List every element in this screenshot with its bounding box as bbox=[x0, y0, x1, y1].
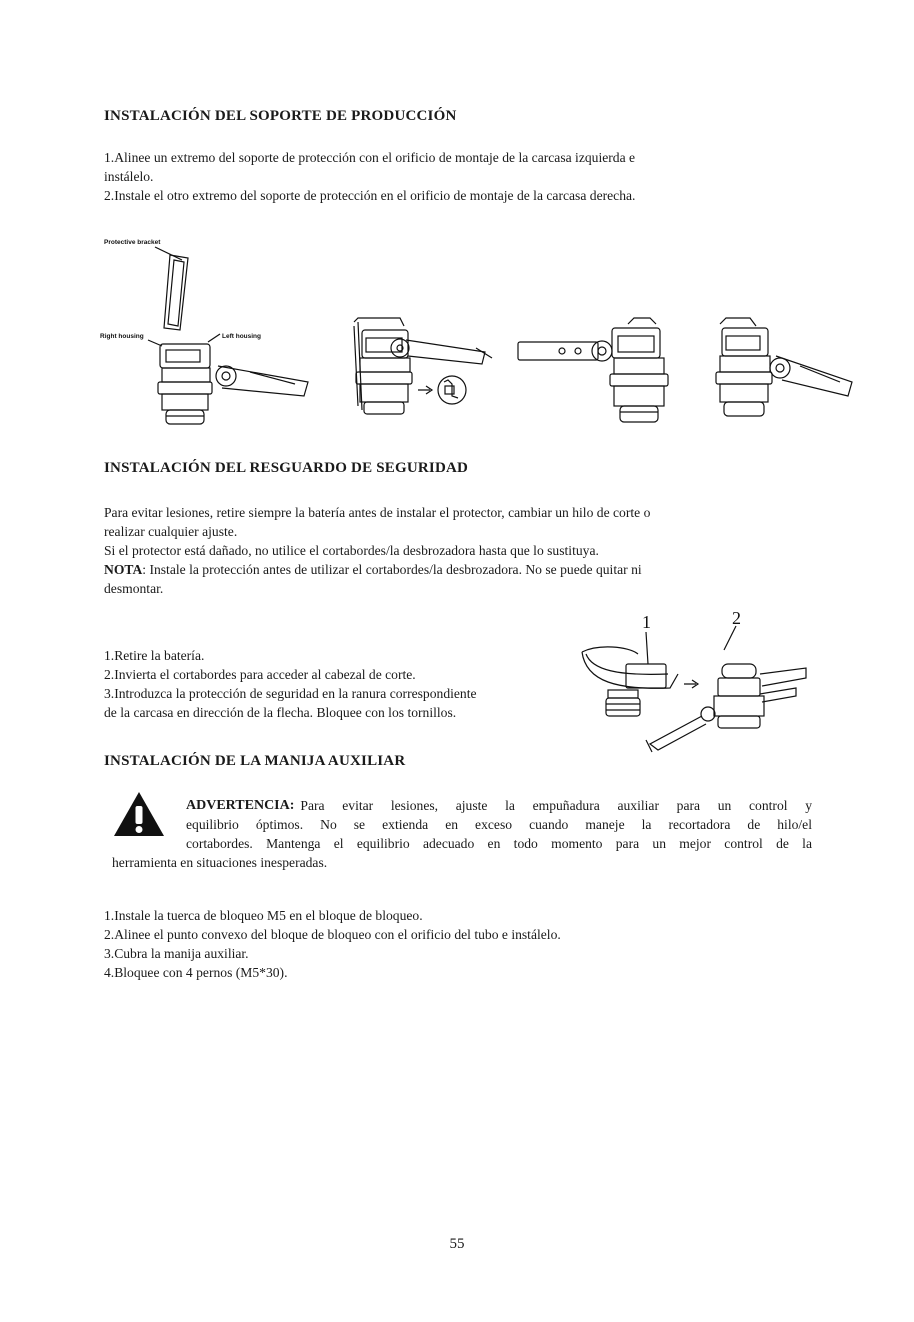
bracket-step-2: 2.Instale el otro extremo del soporte de protección en el orificio de montaje de la carcasa derecha. bbox=[104, 188, 636, 203]
section-title-bracket: INSTALACIÓN DEL SOPORTE DE PRODUCCIÓN bbox=[104, 108, 457, 124]
warning-text-4-wrap bbox=[112, 853, 327, 872]
figure-panel-assembled bbox=[716, 318, 852, 416]
warning-text-2: equilibrio óptimos. No se extienda en exceso cuando maneje la recortadora de hilo/el bbox=[186, 817, 812, 832]
page-number: 55 bbox=[449, 1236, 465, 1252]
aux-step-1: 1.Instale la tuerca de bloqueo M5 en el bloque de bloqueo. bbox=[104, 908, 423, 923]
section-title-aux-handle: INSTALACIÓN DE LA MANIJA AUXILIAR bbox=[104, 753, 406, 769]
warning-triangle-icon bbox=[112, 790, 166, 838]
guard-note bbox=[104, 560, 650, 579]
right-housing-label: Right housing bbox=[100, 333, 144, 340]
guard-intro-line-2: realizar cualquier ajuste. bbox=[104, 524, 238, 539]
warning-text-4: herramienta en situaciones inesperadas. bbox=[112, 855, 328, 870]
guard-installation-figure bbox=[578, 604, 810, 754]
aux-handle-steps bbox=[104, 906, 561, 982]
guard-step-3: 3.Introduzca la protección de seguridad en la ranura correspondiente bbox=[104, 686, 477, 701]
guard-step-2: 2.Invierta el cortabordes para acceder al cabezal de corte. bbox=[104, 667, 416, 682]
warning-text-3: cortabordes. Mantenga el equilibrio adecuado en todo momento para un mejor control de la bbox=[186, 836, 812, 851]
warning-block bbox=[186, 796, 812, 853]
callout-2: 2 bbox=[732, 608, 741, 628]
figure-panel-bracket-mounted bbox=[354, 318, 492, 414]
warning-line-1 bbox=[186, 796, 812, 815]
guard-step-3-cont: de la carcasa en dirección de la flecha. Bloquee con los tornillos. bbox=[104, 705, 457, 720]
guard-steps bbox=[104, 646, 477, 722]
figure-panel-bracket-exploded bbox=[100, 239, 308, 424]
guard-damaged-warning: Si el protector está dañado, no utilice el cortabordes/la desbrozadora hasta que lo sustituya. bbox=[104, 543, 599, 558]
warning-label: ADVERTENCIA: bbox=[186, 798, 295, 813]
bracket-installation-figure bbox=[100, 230, 860, 440]
protective-bracket-label: Protective bracket bbox=[104, 239, 161, 246]
guard-intro-line-1: Para evitar lesiones, retire siempre la batería antes de instalar el protector, cambiar un hilo de corte o bbox=[104, 505, 651, 520]
bracket-step-1: 1.Alinee un extremo del soporte de protección con el orificio de montaje de la carcasa izquierda e bbox=[104, 150, 636, 165]
guard-intro bbox=[104, 503, 650, 598]
aux-step-2: 2.Alinee el punto convexo del bloque de bloqueo con el orificio del tubo e instálelo. bbox=[104, 927, 561, 942]
note-text: : Instale la protección antes de utilizar el cortabordes/la desbrozadora. No se puede quitar ni bbox=[142, 562, 642, 577]
bracket-steps bbox=[104, 148, 635, 205]
callout-1: 1 bbox=[642, 612, 651, 632]
warning-text-1: Para evitar lesiones, ajuste la empuñadura auxiliar para un control y bbox=[300, 798, 812, 813]
left-housing-label: Left housing bbox=[222, 333, 261, 340]
bracket-step-1-cont: instálelo. bbox=[104, 169, 154, 184]
aux-step-4: 4.Bloquee con 4 pernos (M5*30). bbox=[104, 965, 288, 980]
note-label: NOTA bbox=[104, 562, 143, 577]
guard-step-1: 1.Retire la batería. bbox=[104, 648, 205, 663]
figure-panel-housing-rear bbox=[518, 318, 668, 422]
aux-step-3: 3.Cubra la manija auxiliar. bbox=[104, 946, 249, 961]
section-title-guard: INSTALACIÓN DEL RESGUARDO DE SEGURIDAD bbox=[104, 460, 469, 476]
guard-note-cont: desmontar. bbox=[104, 581, 164, 596]
